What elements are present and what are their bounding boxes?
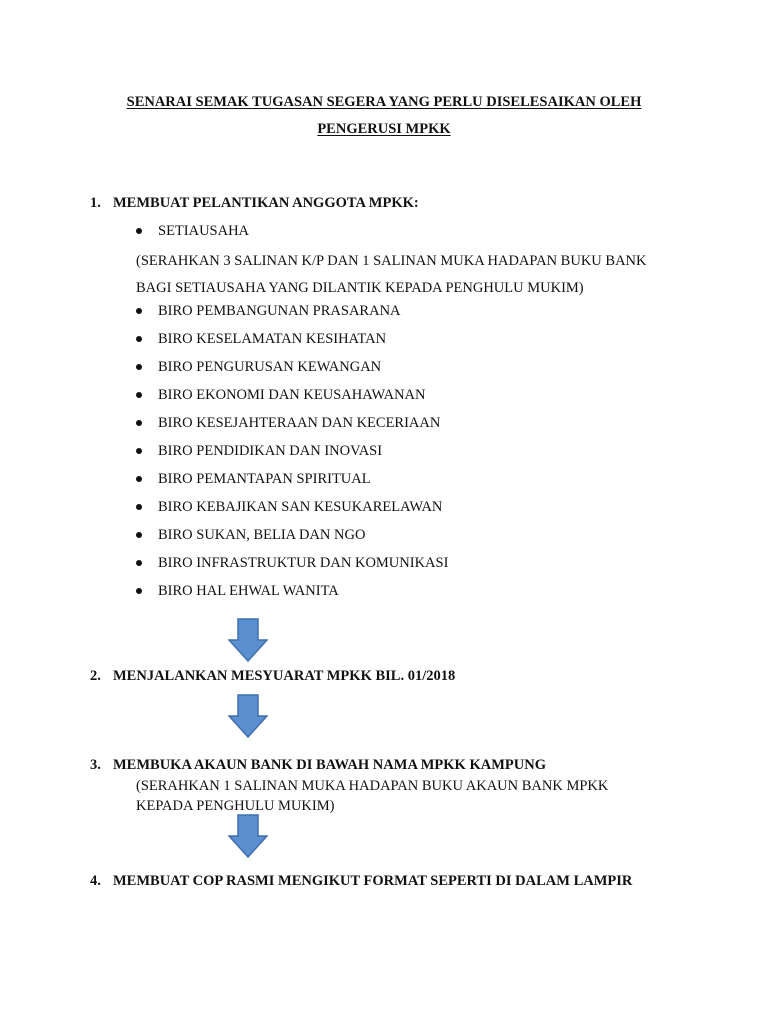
list-item-label: BIRO PENGURUSAN KEWANGAN <box>158 359 382 375</box>
bullet-dot-icon <box>136 532 142 538</box>
step-1-note <box>136 248 646 302</box>
list-item-label: BIRO KEBAJIKAN SAN KESUKARELAWAN <box>158 499 443 515</box>
bullet-dot-icon <box>136 228 142 234</box>
bullet-dot-icon <box>136 504 142 510</box>
step-3-note-line-2: KEPADA PENGHULU MUKIM) <box>136 798 335 814</box>
arrow-down-icon <box>228 694 268 738</box>
step-1-first-list <box>136 222 249 250</box>
bullet-dot-icon <box>136 364 142 370</box>
list-item-label: BIRO PEMANTAPAN SPIRITUAL <box>158 471 371 487</box>
list-item <box>136 358 448 386</box>
document-title-line-1: SENARAI SEMAK TUGASAN SEGERA YANG PERLU DISELESAIKAN OLEH <box>126 94 642 110</box>
list-item <box>136 470 448 498</box>
list-item-label: BIRO INFRASTRUKTUR DAN KOMUNIKASI <box>158 555 449 571</box>
list-item-label: BIRO EKONOMI DAN KEUSAHAWANAN <box>158 387 426 403</box>
step-3-note <box>136 776 608 816</box>
list-item <box>136 442 448 470</box>
document-title-line-2: PENGERUSI MPKK <box>317 121 451 137</box>
bullet-dot-icon <box>136 336 142 342</box>
step-4-label: MEMBUAT COP RASMI MENGIKUT FORMAT SEPERTI DI DALAM LAMPIR <box>113 873 633 889</box>
step-1-heading <box>90 195 419 212</box>
step-3-number: 3. <box>90 757 101 773</box>
step-3-note-line-1: (SERAHKAN 1 SALINAN MUKA HADAPAN BUKU AKAUN BANK MPKK <box>136 778 609 794</box>
bullet-dot-icon <box>136 560 142 566</box>
list-item-label: BIRO PEMBANGUNAN PRASARANA <box>158 303 401 319</box>
step-3-heading <box>90 757 546 774</box>
bullet-dot-icon <box>136 476 142 482</box>
step-2-heading <box>90 668 455 685</box>
bullet-dot-icon <box>136 588 142 594</box>
step-1-label: MEMBUAT PELANTIKAN ANGGOTA MPKK: <box>113 195 419 211</box>
step-2-number: 2. <box>90 668 101 684</box>
list-item <box>136 554 448 582</box>
list-item <box>136 386 448 414</box>
step-1-note-line-2: BAGI SETIAUSAHA YANG DILANTIK KEPADA PENGHULU MUKIM) <box>136 280 584 296</box>
bullet-dot-icon <box>136 448 142 454</box>
list-item <box>136 582 448 610</box>
step-2-label: MENJALANKAN MESYUARAT MPKK BIL. 01/2018 <box>113 668 456 684</box>
bullet-dot-icon <box>136 308 142 314</box>
step-4-number: 4. <box>90 873 101 889</box>
list-item <box>136 302 448 330</box>
list-item-label: BIRO PENDIDIKAN DAN INOVASI <box>158 443 383 459</box>
step-1-number: 1. <box>90 195 101 211</box>
list-item-label: BIRO KESELAMATAN KESIHATAN <box>158 331 387 347</box>
list-item <box>136 526 448 554</box>
step-3-label: MEMBUKA AKAUN BANK DI BAWAH NAMA MPKK KAMPUNG <box>113 757 546 773</box>
list-item <box>136 414 448 442</box>
step-1-note-line-1: (SERAHKAN 3 SALINAN K/P DAN 1 SALINAN MUKA HADAPAN BUKU BANK <box>136 253 647 269</box>
list-item-label: BIRO SUKAN, BELIA DAN NGO <box>158 527 366 543</box>
list-item-label: BIRO HAL EHWAL WANITA <box>158 583 339 599</box>
arrow-down-icon <box>228 814 268 858</box>
bullet-dot-icon <box>136 420 142 426</box>
list-item-label: BIRO KESEJAHTERAAN DAN KECERIAAN <box>158 415 441 431</box>
arrow-down-icon <box>228 618 268 662</box>
list-item <box>136 222 249 250</box>
step-1-biro-list <box>136 302 448 610</box>
list-item-label: SETIAUSAHA <box>158 223 250 239</box>
list-item <box>136 498 448 526</box>
step-4-heading <box>90 873 632 890</box>
bullet-dot-icon <box>136 392 142 398</box>
list-item <box>136 330 448 358</box>
